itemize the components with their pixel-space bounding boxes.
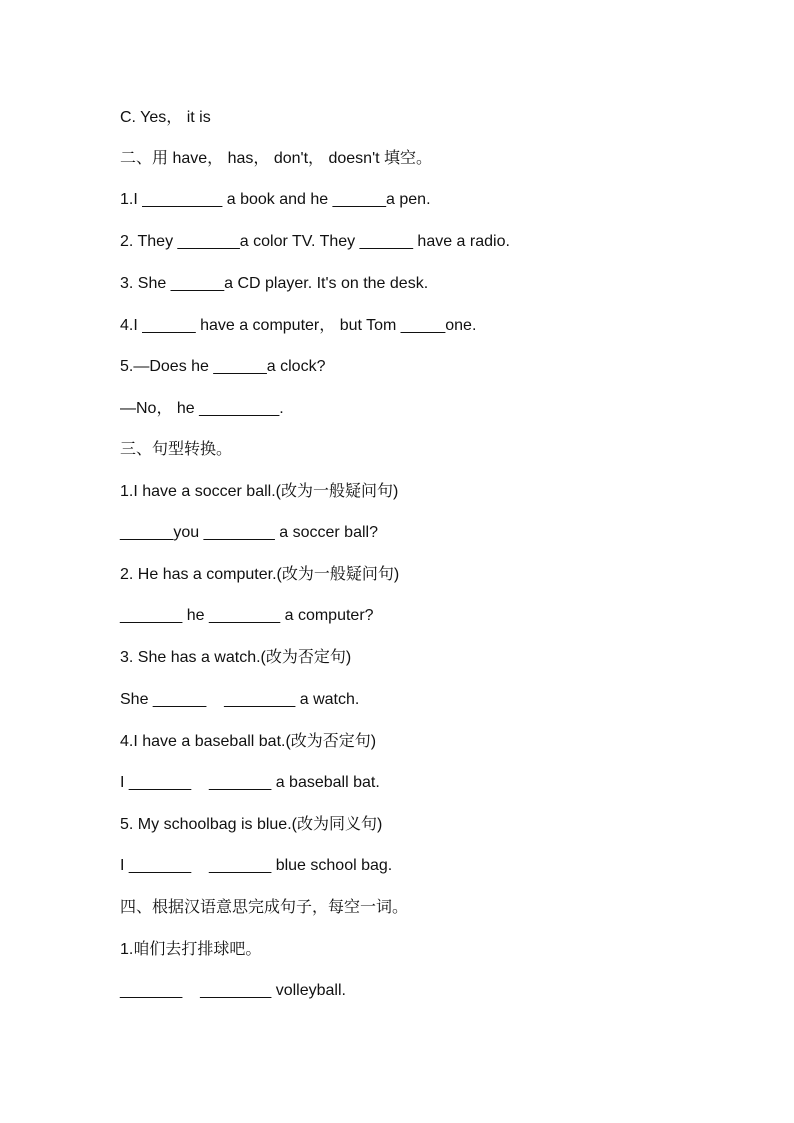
fill-blank-5-answer: —No， he _________.: [120, 400, 284, 417]
fill-blank-5-question: 5.—Does he ______a clock?: [120, 358, 326, 375]
transform-4-prompt: 4.I have a baseball bat.(改为否定句): [120, 733, 377, 750]
transform-5-answer: I _______ _______ blue school bag.: [120, 857, 393, 874]
translate-1-prompt: 1.咱们去打排球吧。: [120, 941, 262, 958]
transform-1-answer: ______you ________ a soccer ball?: [120, 524, 378, 541]
fill-blank-1: 1.I _________ a book and he ______a pen.: [120, 191, 431, 208]
transform-2-answer: _______ he ________ a computer?: [120, 607, 374, 624]
section-3-heading: 三、句型转换。: [120, 441, 233, 458]
fill-blank-3: 3. She ______a CD player. It's on the desk.: [120, 275, 429, 292]
transform-4-answer: I _______ _______ a baseball bat.: [120, 774, 380, 791]
transform-3-answer: She ______ ________ a watch.: [120, 691, 360, 708]
transform-2-prompt: 2. He has a computer.(改为一般疑问句): [120, 566, 400, 583]
fill-blank-4: 4.I ______ have a computer， but Tom _____one.: [120, 317, 477, 334]
transform-1-prompt: 1.I have a soccer ball.(改为一般疑问句): [120, 483, 399, 500]
transform-3-prompt: 3. She has a watch.(改为否定句): [120, 649, 352, 666]
section-2-heading: 二、用 have， has， don't， doesn't 填空。: [120, 150, 433, 167]
translate-1-answer: _______ ________ volleyball.: [120, 982, 346, 999]
transform-5-prompt: 5. My schoolbag is blue.(改为同义句): [120, 816, 383, 833]
answer-option-c: C. Yes， it is: [120, 109, 211, 126]
section-4-heading: 四、根据汉语意思完成句子，每空一词。: [120, 899, 409, 916]
fill-blank-2: 2. They _______a color TV. They ______ have a radio.: [120, 233, 510, 250]
